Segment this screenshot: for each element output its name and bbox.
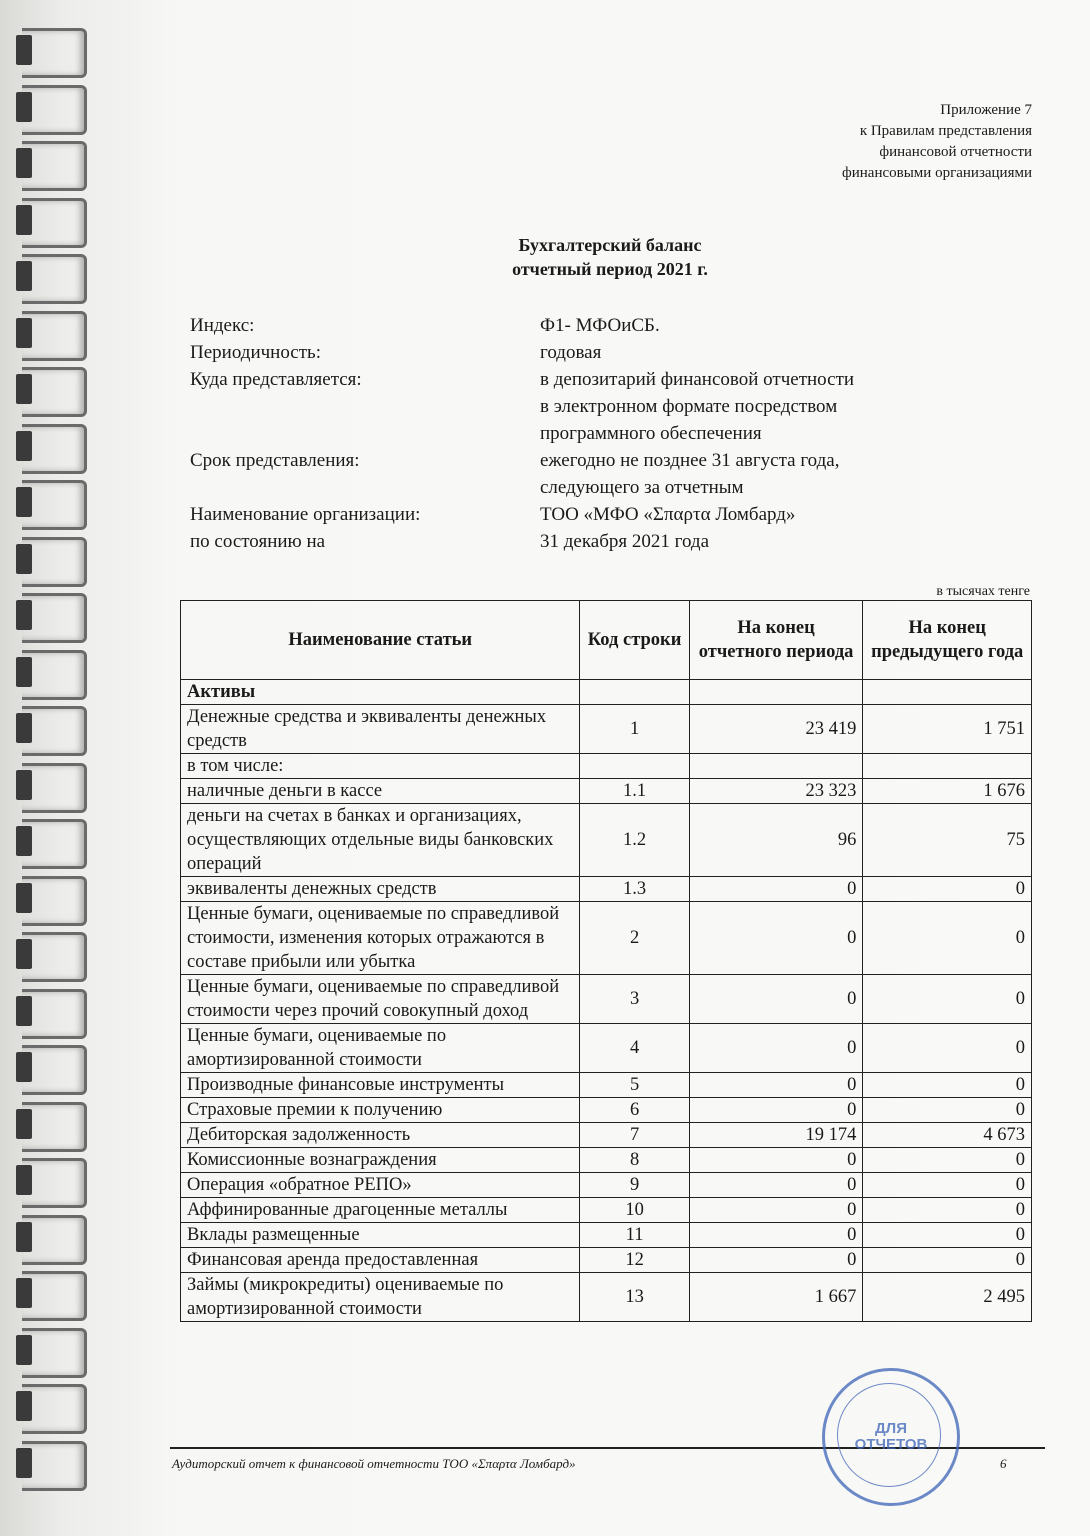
row-period-end-value: 0 xyxy=(689,1148,863,1173)
row-period-end-value: 0 xyxy=(689,1073,863,1098)
row-prev-year-value: 1 751 xyxy=(863,705,1032,754)
row-prev-year-value: 4 673 xyxy=(863,1123,1032,1148)
table-row xyxy=(181,1173,1032,1198)
meta-row xyxy=(190,366,960,393)
binding-ring xyxy=(22,424,87,474)
binding-ring xyxy=(22,1215,87,1265)
units-note: в тысячах тенге xyxy=(936,584,1030,599)
row-period-end-value: 0 xyxy=(689,877,863,902)
meta-label: Срок представления: xyxy=(190,450,360,471)
meta-label xyxy=(190,474,540,501)
row-line-code: 7 xyxy=(580,1123,689,1148)
row-prev-year-value: 2 495 xyxy=(863,1273,1032,1322)
table-row xyxy=(181,1024,1032,1073)
meta-row xyxy=(190,312,960,339)
table-row xyxy=(181,1098,1032,1123)
row-line-code: 9 xyxy=(580,1173,689,1198)
row-line-code: 8 xyxy=(580,1148,689,1173)
binding-ring xyxy=(22,706,87,756)
binding-ring xyxy=(22,1271,87,1321)
row-line-code: 11 xyxy=(580,1223,689,1248)
binding-ring xyxy=(22,1328,87,1378)
header-line-code: Код строки xyxy=(580,601,689,680)
appendix-line-2: к Правилам представления xyxy=(859,123,1032,139)
audit-stamp xyxy=(822,1368,960,1506)
binding-ring xyxy=(22,1384,87,1434)
meta-label: Куда представляется: xyxy=(190,369,362,390)
binding-ring xyxy=(22,367,87,417)
row-line-code xyxy=(580,680,689,705)
row-prev-year-value: 0 xyxy=(863,1073,1032,1098)
appendix-line-4: финансовыми организациями xyxy=(842,165,1032,181)
row-prev-year-value: 0 xyxy=(863,975,1032,1024)
binding-ring xyxy=(22,819,87,869)
appendix-line-3: финансовой отчетности xyxy=(879,144,1032,160)
meta-row xyxy=(190,474,960,501)
row-item-name: Комиссионные вознаграждения xyxy=(181,1148,580,1173)
row-item-name: эквиваленты денежных средств xyxy=(181,877,580,902)
table-row xyxy=(181,1248,1032,1273)
meta-row xyxy=(190,339,960,366)
row-line-code: 1 xyxy=(580,705,689,754)
row-item-name: Ценные бумаги, оцениваемые по справедливой стоимости через прочий совокупный доход xyxy=(181,975,580,1024)
row-period-end-value: 23 419 xyxy=(689,705,863,754)
row-prev-year-value: 75 xyxy=(863,804,1032,877)
row-line-code xyxy=(580,754,689,779)
row-line-code: 1.3 xyxy=(580,877,689,902)
row-item-name: Финансовая аренда предоставленная xyxy=(181,1248,580,1273)
row-prev-year-value: 0 xyxy=(863,1248,1032,1273)
row-prev-year-value: 0 xyxy=(863,1223,1032,1248)
table-row xyxy=(181,902,1032,975)
appendix-header xyxy=(842,100,1032,184)
row-period-end-value xyxy=(689,754,863,779)
row-period-end-value: 0 xyxy=(689,1248,863,1273)
binding-ring xyxy=(22,28,87,78)
table-row xyxy=(181,779,1032,804)
row-line-code: 4 xyxy=(580,1024,689,1073)
meta-value: Ф1- МФОиСБ. xyxy=(540,315,660,336)
row-item-name: деньги на счетах в банках и организациях, осуществляющих отдельные виды банковских операций xyxy=(181,804,580,877)
row-item-name: Дебиторская задолженность xyxy=(181,1123,580,1148)
header-period-end: На конец отчетного периода xyxy=(689,601,863,680)
meta-row xyxy=(190,393,960,420)
row-period-end-value: 0 xyxy=(689,902,863,975)
row-line-code: 13 xyxy=(580,1273,689,1322)
row-prev-year-value: 0 xyxy=(863,1098,1032,1123)
binding-ring xyxy=(22,932,87,982)
title-line-2: отчетный период 2021 г. xyxy=(512,259,708,279)
binding-ring xyxy=(22,141,87,191)
meta-value: ежегодно не позднее 31 августа года, xyxy=(540,450,840,471)
row-prev-year-value: 0 xyxy=(863,1148,1032,1173)
appendix-line-1: Приложение 7 xyxy=(940,102,1032,118)
binding-ring xyxy=(22,85,87,135)
row-item-name: Активы xyxy=(181,680,580,705)
row-line-code: 3 xyxy=(580,975,689,1024)
stamp-line-1: ДЛЯ xyxy=(875,1420,907,1437)
meta-label: по состоянию на xyxy=(190,531,326,552)
row-line-code: 1.1 xyxy=(580,779,689,804)
page-number: 6 xyxy=(1000,1456,1007,1471)
meta-label: Наименование организации: xyxy=(190,504,421,525)
row-prev-year-value: 0 xyxy=(863,902,1032,975)
table-row xyxy=(181,1223,1032,1248)
row-item-name: Аффинированные драгоценные металлы xyxy=(181,1198,580,1223)
binding-ring xyxy=(22,537,87,587)
binding-ring xyxy=(22,480,87,530)
binding-ring xyxy=(22,876,87,926)
header-item-name: Наименование статьи xyxy=(181,601,580,680)
row-item-name: Займы (микрокредиты) оцениваемые по амортизированной стоимости xyxy=(181,1273,580,1322)
row-period-end-value: 0 xyxy=(689,1173,863,1198)
stamp-line-2: ОТЧЕТОВ xyxy=(854,1436,928,1453)
footer-text: Аудиторский отчет к финансовой отчетности ТОО «Σπαρτα Ломбард» xyxy=(172,1456,576,1471)
row-prev-year-value: 0 xyxy=(863,1173,1032,1198)
table-row xyxy=(181,1123,1032,1148)
row-prev-year-value: 0 xyxy=(863,1198,1032,1223)
table-row xyxy=(181,1073,1032,1098)
meta-row xyxy=(190,528,960,555)
table-row xyxy=(181,975,1032,1024)
row-line-code: 1.2 xyxy=(580,804,689,877)
row-period-end-value: 19 174 xyxy=(689,1123,863,1148)
table-row xyxy=(181,1198,1032,1223)
row-line-code: 10 xyxy=(580,1198,689,1223)
row-line-code: 2 xyxy=(580,902,689,975)
binding-ring xyxy=(22,1102,87,1152)
row-prev-year-value xyxy=(863,680,1032,705)
meta-value: следующего за отчетным xyxy=(540,477,744,498)
meta-value: 31 декабря 2021 года xyxy=(540,531,710,552)
row-prev-year-value: 1 676 xyxy=(863,779,1032,804)
row-period-end-value: 0 xyxy=(689,1198,863,1223)
meta-value: в электронном формате посредством xyxy=(540,396,838,417)
header-prev-year: На конец предыдущего года xyxy=(863,601,1032,680)
balance-sheet-table xyxy=(180,600,1032,1322)
meta-label xyxy=(190,420,540,447)
row-item-name: в том числе: xyxy=(181,754,580,779)
row-prev-year-value: 0 xyxy=(863,1024,1032,1073)
meta-label: Индекс: xyxy=(190,315,255,336)
table-row xyxy=(181,1148,1032,1173)
binding-ring xyxy=(22,650,87,700)
row-prev-year-value xyxy=(863,754,1032,779)
meta-value: программного обеспечения xyxy=(540,423,762,444)
binding-ring xyxy=(22,593,87,643)
row-item-name: Денежные средства и эквиваленты денежных средств xyxy=(181,705,580,754)
form-metadata xyxy=(190,312,960,555)
meta-label: Периодичность: xyxy=(190,342,321,363)
row-period-end-value: 0 xyxy=(689,1024,863,1073)
table-row xyxy=(181,877,1032,902)
meta-row xyxy=(190,501,960,528)
row-period-end-value: 23 323 xyxy=(689,779,863,804)
document-title xyxy=(0,233,1090,281)
table-header-row xyxy=(181,601,1032,680)
row-line-code: 6 xyxy=(580,1098,689,1123)
meta-value: ТОО «МФО «Σπαρτα Ломбард» xyxy=(540,504,796,525)
binding-ring xyxy=(22,989,87,1039)
row-prev-year-value: 0 xyxy=(863,877,1032,902)
binding-ring xyxy=(22,1441,87,1491)
stamp-text xyxy=(825,1421,957,1453)
binding-ring xyxy=(22,1158,87,1208)
row-period-end-value: 0 xyxy=(689,975,863,1024)
row-line-code: 12 xyxy=(580,1248,689,1273)
table-row xyxy=(181,754,1032,779)
row-item-name: Вклады размещенные xyxy=(181,1223,580,1248)
row-period-end-value: 0 xyxy=(689,1223,863,1248)
row-item-name: Ценные бумаги, оцениваемые по справедливой стоимости, изменения которых отражаются в составе прибыли или убытка xyxy=(181,902,580,975)
table-row xyxy=(181,1273,1032,1322)
title-line-1: Бухгалтерский баланс xyxy=(518,235,702,255)
row-item-name: Ценные бумаги, оцениваемые по амортизированной стоимости xyxy=(181,1024,580,1073)
row-item-name: наличные деньги в кассе xyxy=(181,779,580,804)
row-item-name: Производные финансовые инструменты xyxy=(181,1073,580,1098)
meta-label xyxy=(190,393,540,420)
meta-value: в депозитарий финансовой отчетности xyxy=(540,369,855,390)
table-row xyxy=(181,804,1032,877)
meta-row xyxy=(190,420,960,447)
binding-ring xyxy=(22,1045,87,1095)
row-period-end-value: 96 xyxy=(689,804,863,877)
row-period-end-value xyxy=(689,680,863,705)
table-row xyxy=(181,680,1032,705)
row-period-end-value: 1 667 xyxy=(689,1273,863,1322)
binding-ring xyxy=(22,311,87,361)
row-item-name: Операция «обратное РЕПО» xyxy=(181,1173,580,1198)
row-item-name: Страховые премии к получению xyxy=(181,1098,580,1123)
meta-row xyxy=(190,447,960,474)
row-period-end-value: 0 xyxy=(689,1098,863,1123)
row-line-code: 5 xyxy=(580,1073,689,1098)
meta-value: годовая xyxy=(540,342,602,363)
binding-ring xyxy=(22,763,87,813)
table-row xyxy=(181,705,1032,754)
